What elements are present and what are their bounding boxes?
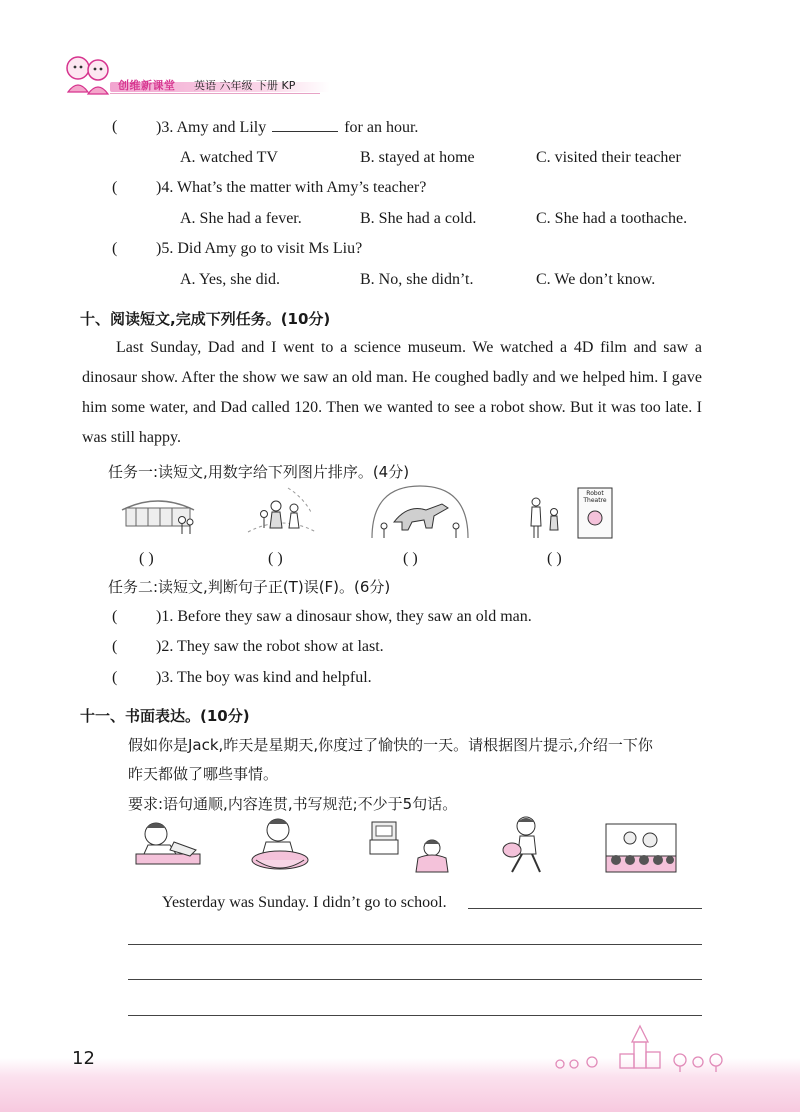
question-3-stem: )3. Amy and Lily for an hour. [156,119,419,136]
section-11-title: 十一、书面表达。(10分) [80,707,250,725]
writing-requirement: 要求:语句通顺,内容连贯,书写规范;不少于5句话。 [128,795,458,813]
writing-prompt-line-1: 假如你是Jack,昨天是星期天,你度过了愉快的一天。请根据图片提示,介绍一下你 [128,736,653,754]
writing-starter-sentence: Yesterday was Sunday. I didn’t go to school. [162,894,447,911]
tf-1-paren: ( [112,608,118,625]
question-4-option-b[interactable]: B. She had a cold. [360,210,477,227]
picture-order-blank-4[interactable]: ( ) [547,550,562,567]
question-3-option-a[interactable]: A. watched TV [180,149,278,166]
doing-homework-picture [130,818,206,878]
picture-order-blank-1[interactable]: ( ) [139,550,154,567]
question-5-option-a[interactable]: A. Yes, she did. [180,271,281,288]
question-3-option-c[interactable]: C. visited their teacher [536,149,681,166]
question-5-paren: ( [112,240,118,257]
header-rule [110,93,320,94]
writing-line-2[interactable] [128,944,702,945]
writing-line-3[interactable] [128,979,702,980]
section-10-title: 十、阅读短文,完成下列任务。(10分) [80,310,331,328]
washing-clothes-picture [246,816,316,878]
dinosaur-show-picture [368,480,472,542]
question-5-option-b[interactable]: B. No, she didn’t. [360,271,474,288]
tf-3-paren: ( [112,669,118,686]
question-3-option-b[interactable]: B. stayed at home [360,149,475,166]
picture-order-blank-3[interactable]: ( ) [403,550,418,567]
watching-tv-picture [366,818,456,880]
playing-ball-picture [494,814,554,880]
question-4-option-c[interactable]: C. She had a toothache. [536,210,688,227]
header [0,0,800,110]
museum-picture [118,484,198,540]
tf-2-statement: )2. They saw the robot show at last. [156,638,384,655]
question-5-option-c[interactable]: C. We don’t know. [536,271,656,288]
tf-3-statement: )3. The boy was kind and helpful. [156,669,372,686]
tf-2-paren: ( [112,638,118,655]
writing-line-4[interactable] [128,1015,702,1016]
reading-passage: Last Sunday, Dad and I went to a science museum. We watched a 4D film and saw a dinosaur show. After the show we saw an old man. He coughed badly and we helped him. I gave him some water, and Dad called 120. Then we wanted to see a robot show. But it was too late. I was still happy. [82,339,702,446]
answer-blank[interactable] [272,117,338,132]
tf-1-statement: )1. Before they saw a dinosaur show, they saw an old man. [156,608,532,625]
robot-sign: Robot Theatre [583,490,607,504]
question-4-paren: ( [112,179,118,196]
question-4-option-a[interactable]: A. She had a fever. [180,210,302,227]
question-4-stem: )4. What’s the matter with Amy’s teacher? [156,179,427,196]
task-2-title: 任务二:读短文,判断句子正(T)误(F)。(6分) [108,578,391,596]
helping-old-man-picture [242,484,322,540]
mascot-icon [62,52,114,102]
brand-name: 创维新课堂 [118,79,176,92]
task-1-title: 任务一:读短文,用数字给下列图片排序。(4分) [108,463,410,481]
question-5-stem: )5. Did Amy go to visit Ms Liu? [156,240,363,257]
header-subtitle: 英语 六年级 下册 KP [194,79,296,92]
castle-decoration-icon [540,1020,740,1074]
writing-line-1[interactable] [468,908,702,909]
writing-prompt-line-2: 昨天都做了哪些事情。 [128,765,279,783]
robot-show-picture [604,822,678,874]
question-3-paren: ( [112,118,118,135]
picture-order-blank-2[interactable]: ( ) [268,550,283,567]
page-number: 12 [72,1048,95,1069]
